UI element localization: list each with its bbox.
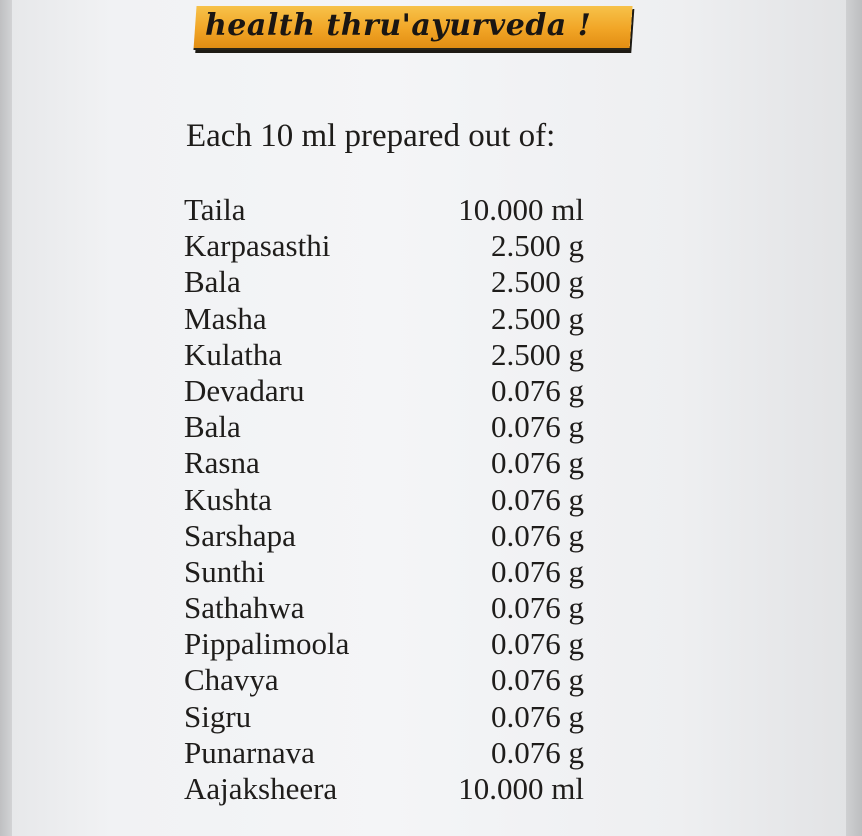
ingredient-row [184,662,594,698]
ingredient-quantity: 0.076 g [491,409,584,445]
ingredient-quantity: 0.076 g [491,445,584,481]
ingredient-name: Aajaksheera [184,771,338,806]
ingredient-name: Masha [184,300,267,336]
ingredient-row [184,264,594,300]
ingredient-row [184,554,594,590]
ingredient-row [184,735,594,771]
ingredient-row [184,337,594,373]
ingredient-quantity: 2.500 g [491,264,584,300]
ingredient-name: Sunthi [184,553,265,589]
ingredient-row [184,771,594,807]
ingredient-quantity: 2.500 g [491,336,584,372]
ingredient-quantity: 0.076 g [491,590,584,626]
ingredient-list [184,192,594,807]
tagline-text: health thru'ayurveda ! [205,8,592,43]
ingredient-name: Chavya [184,662,279,698]
ingredient-quantity: 0.076 g [491,553,584,589]
ingredient-row [184,228,594,264]
ingredient-quantity: 0.076 g [491,372,584,408]
ingredient-name: Karpasasthi [184,228,331,264]
ingredient-row [184,482,594,518]
ingredient-quantity: 0.076 g [491,626,584,662]
ingredient-quantity: 0.076 g [491,481,584,517]
ingredient-row [184,301,594,337]
ingredient-row [184,518,594,554]
ingredient-name: Bala [184,409,241,445]
ingredient-quantity: 2.500 g [491,300,584,336]
composition-heading: Each 10 ml prepared out of: [186,118,556,154]
ingredient-quantity: 0.076 g [491,662,584,698]
ingredient-quantity: 0.076 g [491,517,584,553]
ingredient-row [184,192,594,228]
ingredient-row [184,699,594,735]
ingredient-row [184,409,594,445]
ingredient-row [184,590,594,626]
ingredient-name: Devadaru [184,372,305,408]
ingredient-name: Sigru [184,698,252,734]
ingredient-quantity: 10.000 ml [458,192,584,227]
ingredient-name: Sarshapa [184,517,296,553]
ingredient-row [184,626,594,662]
ingredient-quantity: 2.500 g [491,228,584,264]
ingredient-quantity: 0.076 g [491,698,584,734]
ingredient-name: Punarnava [184,734,315,770]
bottle-right-edge [846,0,862,836]
ingredient-name: Kulatha [184,336,283,372]
bottle-left-edge [0,0,12,836]
ingredient-name: Bala [184,264,241,300]
ingredient-name: Sathahwa [184,590,305,626]
ingredient-quantity: 0.076 g [491,734,584,770]
ingredient-name: Kushta [184,481,272,517]
ingredient-name: Pippalimoola [184,626,350,662]
ingredient-quantity: 10.000 ml [458,771,584,806]
ingredient-name: Rasna [184,445,260,481]
ingredient-row [184,373,594,409]
ingredient-name: Taila [184,192,246,227]
ingredient-row [184,445,594,481]
